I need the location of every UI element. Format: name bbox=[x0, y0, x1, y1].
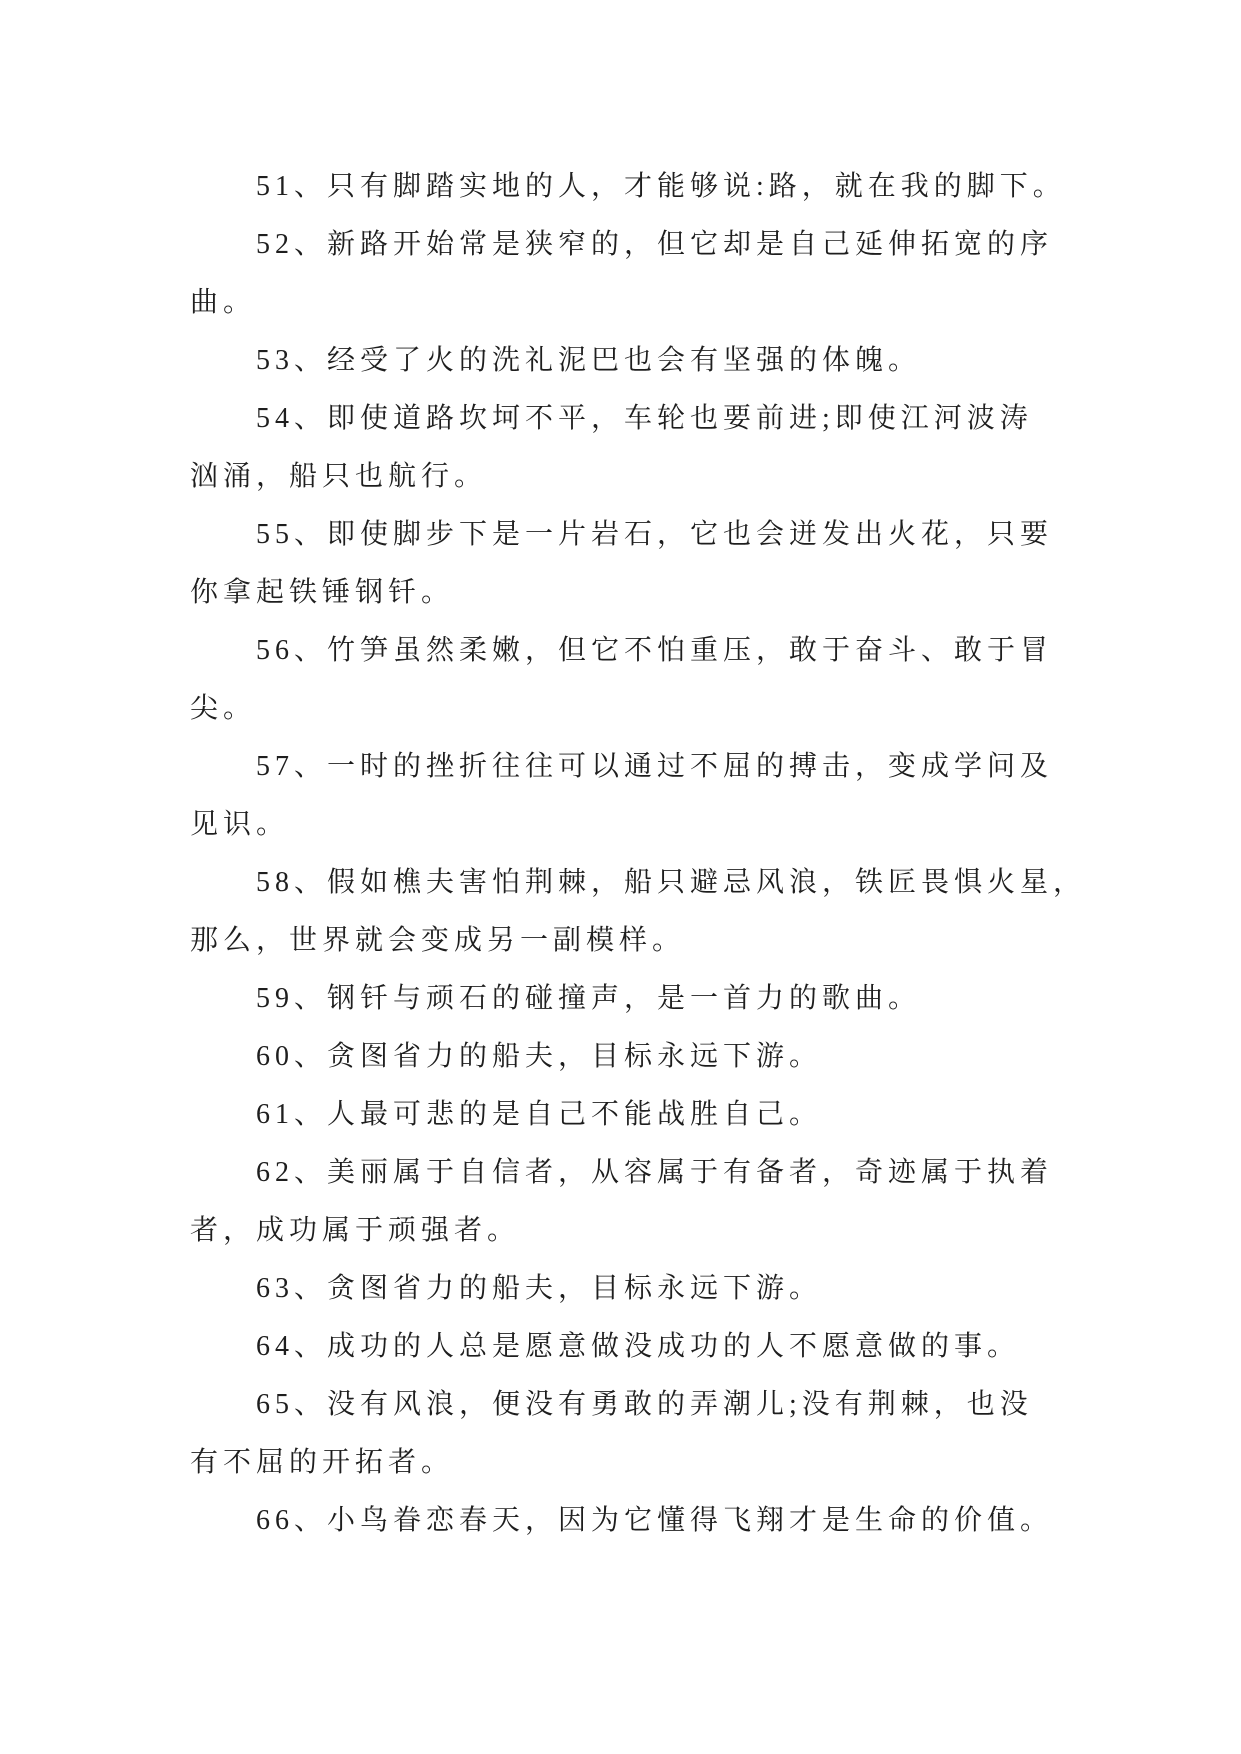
saying-62 bbox=[190, 1144, 1070, 1260]
saying-58 bbox=[190, 854, 1087, 970]
saying-line-continued: 汹涌，船只也航行。 bbox=[190, 461, 488, 492]
saying-59 bbox=[190, 970, 1070, 1028]
saying-55 bbox=[190, 506, 1070, 622]
saying-65 bbox=[190, 1376, 1070, 1492]
saying-66 bbox=[190, 1492, 1070, 1550]
saying-line-continued: 见识。 bbox=[190, 809, 290, 840]
saying-line: 57、一时的挫折往往可以通过不屈的搏击，变成学问及 bbox=[256, 751, 1054, 782]
saying-line: 62、美丽属于自信者，从容属于有备者，奇迹属于执着 bbox=[256, 1157, 1054, 1188]
saying-63 bbox=[190, 1260, 1070, 1318]
saying-line: 66、小鸟眷恋春天，因为它懂得飞翔才是生命的价值。 bbox=[256, 1505, 1054, 1536]
saying-line: 53、经受了火的洗礼泥巴也会有坚强的体魄。 bbox=[256, 345, 922, 376]
saying-54 bbox=[190, 390, 1070, 506]
saying-51 bbox=[190, 158, 1070, 216]
saying-line-continued: 者，成功属于顽强者。 bbox=[190, 1215, 521, 1246]
saying-line-continued: 那么，世界就会变成另一副模样。 bbox=[190, 925, 686, 956]
saying-56 bbox=[190, 622, 1070, 738]
saying-line: 65、没有风浪，便没有勇敢的弄潮儿;没有荆棘，也没 bbox=[256, 1389, 1033, 1420]
document-body bbox=[190, 158, 1087, 1550]
saying-64 bbox=[190, 1318, 1070, 1376]
saying-line-continued: 有不屈的开拓者。 bbox=[190, 1447, 455, 1478]
saying-line: 61、人最可悲的是自己不能战胜自己。 bbox=[256, 1099, 823, 1130]
saying-57 bbox=[190, 738, 1070, 854]
saying-line: 60、贪图省力的船夫，目标永远下游。 bbox=[256, 1041, 823, 1072]
saying-61 bbox=[190, 1086, 1070, 1144]
saying-line: 54、即使道路坎坷不平，车轮也要前进;即使江河波涛 bbox=[256, 403, 1033, 434]
saying-line: 64、成功的人总是愿意做没成功的人不愿意做的事。 bbox=[256, 1331, 1021, 1362]
saying-60 bbox=[190, 1028, 1070, 1086]
saying-line: 63、贪图省力的船夫，目标永远下游。 bbox=[256, 1273, 823, 1304]
saying-52 bbox=[190, 216, 1070, 332]
saying-line: 59、钢钎与顽石的碰撞声，是一首力的歌曲。 bbox=[256, 983, 922, 1014]
saying-53 bbox=[190, 332, 1070, 390]
saying-line-continued: 尖。 bbox=[190, 693, 257, 724]
saying-line: 56、竹笋虽然柔嫩，但它不怕重压，敢于奋斗、敢于冒 bbox=[256, 635, 1054, 666]
saying-line-continued: 你拿起铁锤钢钎。 bbox=[190, 577, 455, 608]
saying-line: 51、只有脚踏实地的人，才能够说:路，就在我的脚下。 bbox=[256, 171, 1066, 202]
saying-line: 58、假如樵夫害怕荆棘，船只避忌风浪，铁匠畏惧火星， bbox=[256, 867, 1087, 898]
saying-line: 52、新路开始常是狭窄的，但它却是自己延伸拓宽的序 bbox=[256, 229, 1054, 260]
saying-line-continued: 曲。 bbox=[190, 287, 257, 318]
saying-line: 55、即使脚步下是一片岩石，它也会迸发出火花，只要 bbox=[256, 519, 1054, 550]
